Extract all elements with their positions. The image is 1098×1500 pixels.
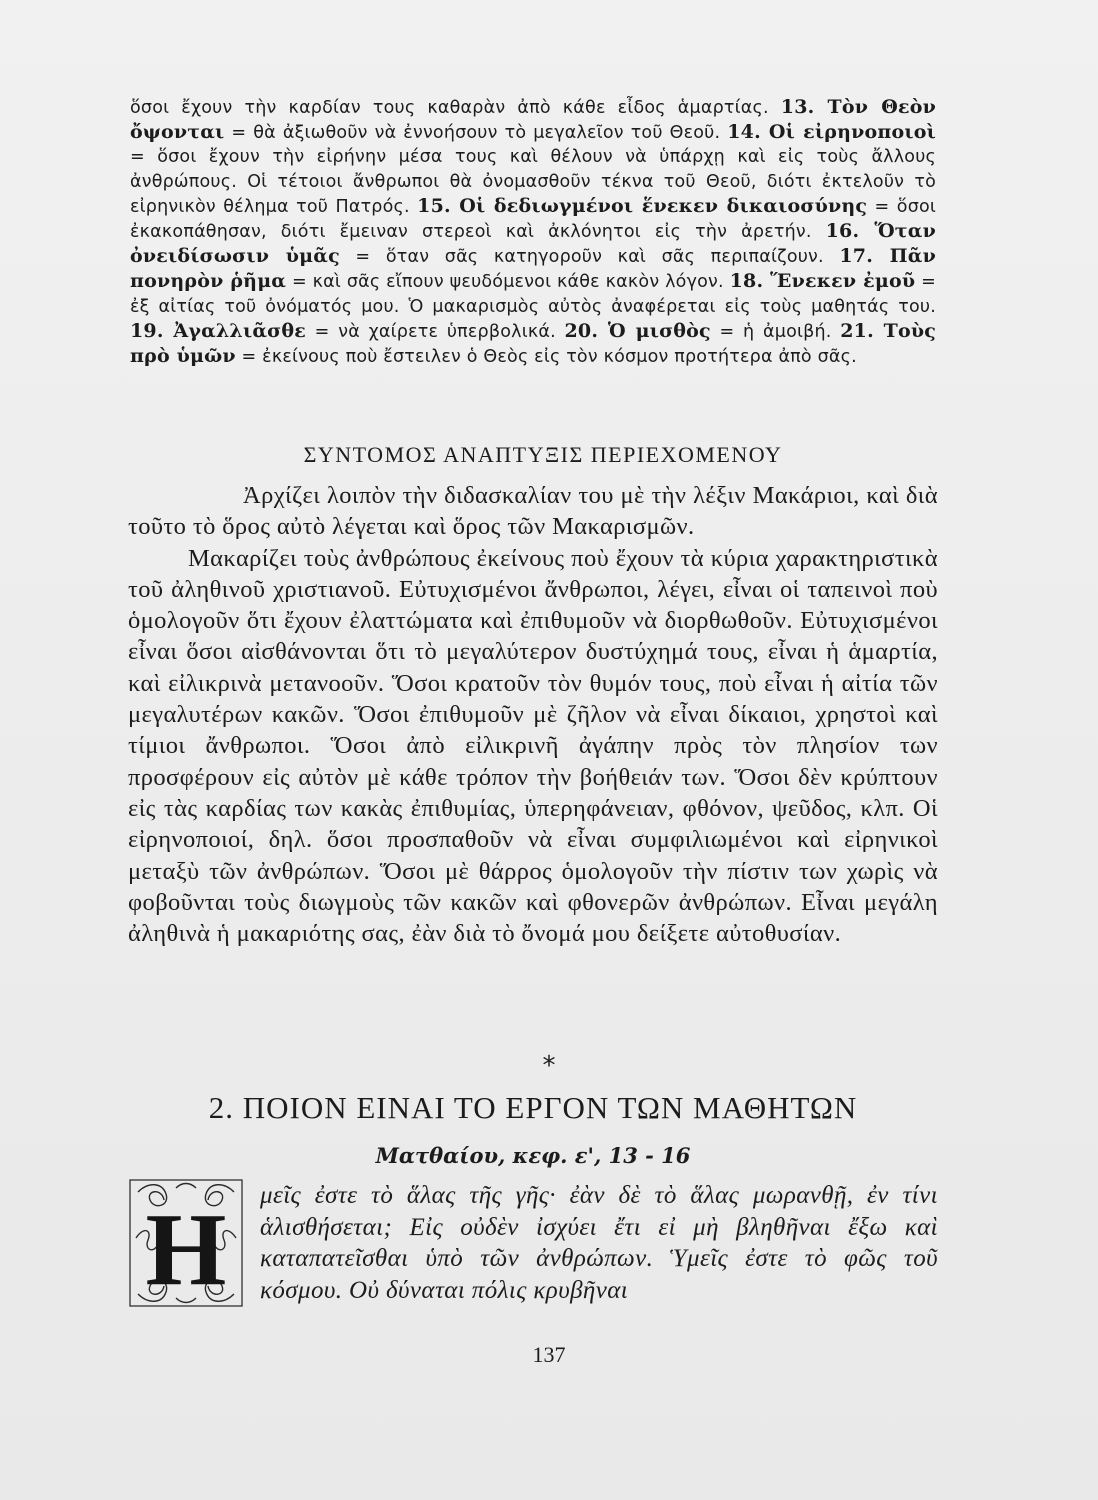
- note-17-term: 17. Πᾶν πονηρὸν ῥῆμα: [130, 245, 936, 293]
- note-19-text: = νὰ χαίρετε ὑπερβολικά.: [306, 321, 565, 342]
- drop-cap-letter: Η: [145, 1192, 227, 1307]
- note-20-term: 20. Ὁ μισθὸς: [564, 319, 711, 342]
- note-14-term: 14. Οἱ εἰρηνοποιοὶ: [727, 121, 936, 144]
- note-21-term: 21. Τοὺς πρὸ ὑμῶν: [130, 319, 936, 368]
- asterisk-separator-icon: *: [542, 1051, 556, 1081]
- body-paragraph-1: Ἀρχίζει λοιπὸν τὴν διδασκαλίαν του μὲ τὴν λέξιν Μακάριοι, καὶ διὰ τοῦτο τὸ ὅρος αὐτὸ λέγεται καὶ ὅρος τῶν Μακαρισμῶν.: [128, 482, 938, 541]
- page-number: 137: [532, 1342, 566, 1367]
- note-16-term: 16. Ὅταν ὀνειδίσωσιν ὑμᾶς: [130, 220, 936, 268]
- chapter-heading: 2. ΠΟΙΟΝ ΕΙΝΑΙ ΤΟ ΕΡΓΟΝ ΤΩΝ ΜΑΘΗΤΩΝ: [208, 1090, 858, 1125]
- note-21-text: = ἐκείνους ποὺ ἔστειλεν ὁ Θεὸς εἰς τὸν κόσμον προτήτερα ἀπὸ σᾶς.: [235, 347, 857, 368]
- note-14-text: = ὅσοι ἔχουν τὴν εἰρήνην μέσα τους καὶ θέλουν νὰ ὑπάρχῃ καὶ εἰς τοὺς ἄλλους ἀνθρώπους. Οἱ τέτοιοι ἄνθρωποι θὰ ὀνομασθοῦν τέκνα τοῦ Θεοῦ, διότι ἐκτελοῦν τὸ εἰρηνικὸν θέλημα τοῦ Πατρός.: [130, 147, 936, 217]
- note-19-term: 19. Ἀγαλλιᾶσθε: [130, 319, 306, 342]
- body-paragraph-2: Μακαρίζει τοὺς ἀνθρώπους ἐκείνους ποὺ ἔχουν τὰ κύρια χαρακτηριστικὰ τοῦ ἀληθινοῦ χριστιανοῦ. Εὐτυχισμένοι ἄνθρωποι, λέγει, εἶναι οἱ ταπεινοὶ ποὺ ὁμολογοῦν ὅτι ἔχουν ἐλαττώματα καὶ ἐπιθυμοῦν νὰ διορθωθοῦν. Εὐτυχισμένοι εἶναι ὅσοι αἰσθάνονται ὅτι τὸ μεγαλύτερον δυστύχημά τους, εἶναι ἡ ἁμαρτία, καὶ εἰλικρινὰ μετανοοῦν. Ὅσοι κρατοῦν τὸν θυμόν τους, ποὺ εἶναι ἡ αἰτία τῶν μεγαλυτέρων κακῶν. Ὅσοι ἐπιθυμοῦν μὲ ζῆλον νὰ εἶναι δίκαιοι, χρηστοὶ καὶ τίμιοι ἄνθρωποι. Ὅσοι ἀπὸ εἰλικρινῆ ἀγάπην πρὸς τὸν πλησίον των προσφέρουν εἰς αὐτὸν μὲ κάθε τρόπον τὴν βοήθειάν των. Ὅσοι δὲν κρύπτουν εἰς τὰς καρδίας των κακὰς ἐπιθυμίας, ὑπερηφάνειαν, φθόνον, ψεῦδος, κλπ. Οἱ εἰρηνοποιοί, δηλ. ὅσοι προσπαθοῦν νὰ εἶναι συμφιλιωμένοι καὶ εἰρηνικοὶ μεταξὺ τῶν ἀνθρώπων. Ὅσοι μὲ θάρρος ὁμολογοῦν τὴν πίστιν των χωρὶς νὰ φοβοῦνται τοὺς διωγμοὺς τῶν κακῶν καὶ φθονερῶν ἀνθρώπων. Εἶναι μεγάλη ἀληθινὰ ἡ μακαριότης σας, ἐὰν διὰ τὸ ὄνομά μου δείξετε αὐτοθυσίαν.: [128, 544, 938, 948]
- note-17-text: = καὶ σᾶς εἴπουν ψευδόμενοι κάθε κακὸν λόγον.: [286, 272, 730, 293]
- section-body: [128, 480, 938, 949]
- scripture-text: μεῖς ἐστε τὸ ἅλας τῆς γῆς· ἐὰν δὲ τὸ ἅλας μωρανθῇ, ἐν τίνι ἁλισθήσεται; Εἰς οὐδὲν ἰσχύει ἔτι εἰ μὴ βληθῆναι ἔξω καὶ καταπατεῖσθαι ὑπὸ τῶν ἀνθρώπων. Ὑμεῖς ἐστε τὸ φῶς τοῦ κόσμου. Οὐ δύναται πόλις κρυβῆναι: [260, 1182, 938, 1304]
- note-intro: ὅσοι ἔχουν τὴν καρδίαν τους καθαρὰν ἀπὸ κάθε εἶδος ἁμαρτίας.: [130, 98, 769, 118]
- note-13-term: 13. Τὸν Θεὸν ὄψονται: [130, 96, 936, 144]
- section-heading: ΣΥΝΤΟΜΟΣ ΑΝΑΠΤΥΞΙΣ ΠΕΡΙΕΧΟΜΕΝΟΥ: [303, 442, 783, 467]
- note-15-term: 15. Οἱ δεδιωγμένοι ἕνεκεν δικαιοσύνης: [417, 194, 868, 217]
- scripture-reference: Ματθαίου, κεφ. ε', 13 - 16: [375, 1143, 691, 1168]
- commentary-notes: [130, 95, 936, 369]
- note-18-term: 18. Ἕνεκεν ἐμοῦ: [729, 270, 916, 293]
- note-18-text: = ἐξ αἰτίας τοῦ ὀνόματός μου. Ὁ μακαρισμὸς αὐτὸς ἀναφέρεται εἰς τοὺς μαθητάς του.: [130, 272, 936, 317]
- note-20-text: = ἡ ἀμοιβή.: [710, 321, 841, 342]
- ornamental-drop-cap-icon: [128, 1178, 244, 1308]
- note-15-text: = ὅσοι ἐκακοπάθησαν, διότι ἔμειναν στερεοὶ καὶ ἀκλόνητοι εἰς τὴν ἀρετήν.: [130, 196, 937, 243]
- note-13-text: = θὰ ἀξιωθοῦν νὰ ἐννοήσουν τὸ μεγαλεῖον τοῦ Θεοῦ.: [224, 123, 728, 144]
- note-16-text: = ὅταν σᾶς κατηγοροῦν καὶ σᾶς περιπαίζουν.: [339, 247, 840, 268]
